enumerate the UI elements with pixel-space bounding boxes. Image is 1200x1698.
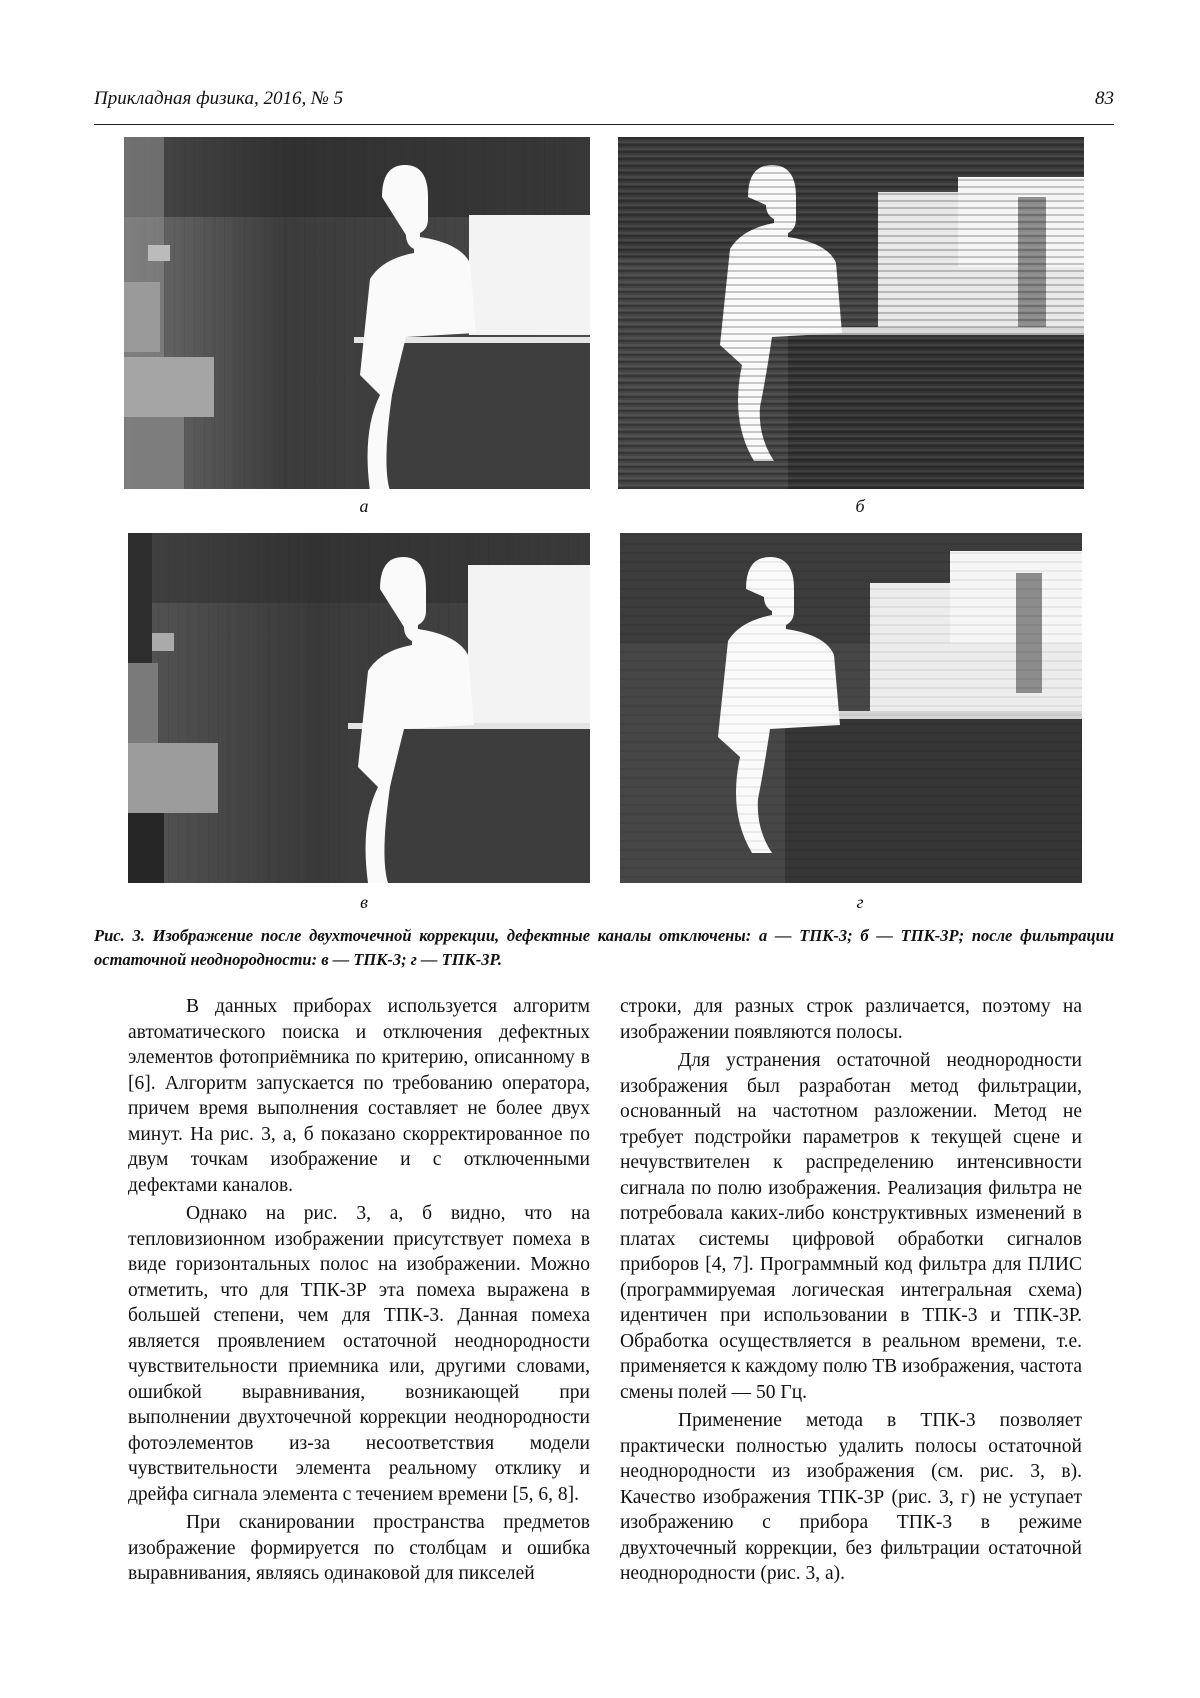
journal-title: Прикладная физика, 2016, № 5 [94,88,344,109]
thermal-image-v [128,533,590,883]
figure-label-b: б [855,496,865,516]
thermal-scene-b [618,137,1084,489]
paragraph: Однако на рис. 3, а, б видно, что на тепловизионном изображении присутствует помеха в виде горизонтальных полос на изображении. Можно отметить, что для ТПК-3Р эта помеха выражена в большей степени, чем для ТПК-3. Данная помеха является проявлением остаточной неоднородности чувствительности приемника или, другими словами, ошибкой выравнивания, возникающей при выполнении двухточечной коррекции неоднородности фотоэлементов из-за несоответствия модели чувствительности элемента реальному отклику и дрейфа сигнала элемента с течением времени [5, 6, 8]. [128,1203,590,1505]
thermal-image-g [620,533,1082,883]
paragraph: Применение метода в ТПК-3 позволяет практически полностью удалить полосы остаточной неоднородности из изображения (см. рис. 3, в). Качество изображения ТПК-3Р (рис. 3, г) не уступает изображению с прибора ТПК-3 в режиме двухточечный коррекции, без фильтрации остаточной неоднородности (рис. 3, а). [620,1410,1082,1584]
right-column [620,994,1082,1587]
thermal-image-b [618,137,1084,489]
page-number: 83 [1095,88,1114,109]
paragraph: Для устранения остаточной неоднородности изображения был разработан метод фильтрации, основанный на частотном разложении. Метод не требует подстройки параметров к текущей сцене и нечувствителен к распределению интенсивности сигнала по полю изображения. Реализация фильтра не потребовала каких-либо конструктивных изменений в платах системы цифровой обработки сигналов приборов [4, 7]. Программный код фильтра для ПЛИС (программируемая логическая интегральная схема) идентичен при использовании в ТПК-3 и ТПК-3Р. Обработка осуществляется в реальном времени, т.е. применяется к каждому полю ТВ изображения, частота смены полей — 50 Гц. [620,1050,1082,1403]
figure-label-g: г [856,892,864,912]
paragraph: В данных приборах используется алгоритм автоматического поиска и отключения дефектных элементов фотоприёмника по критерию, описанному в [6]. Алгоритм запускается по требованию оператора, причем время выполнения составляет не более двух минут. На рис. 3, а, б показано скорректированное по двум точкам изображение и с отключенными дефектами каналов. [128,996,590,1196]
thermal-scene-v [128,533,590,883]
running-header [94,88,1114,122]
left-column [128,994,590,1587]
header-rule [94,124,1114,125]
thermal-scene-g [620,533,1082,883]
thermal-scene-a [124,137,590,489]
thermal-image-a [124,137,590,489]
figure-label-a: а [359,496,369,516]
paragraph: строки, для разных строк различается, поэтому на изображении появляются полосы. [620,996,1082,1043]
figure-label-v: в [360,892,368,912]
paragraph: При сканировании пространства предметов изображение формируется по столбцам и ошибка выравнивания, являясь одинаковой для пикселей [128,1512,590,1584]
figure-caption: Рис. 3. Изображение после двухточечной коррекции, дефектные каналы отключены: а — ТПК-3; б — ТПК-3Р; после фильтрации остаточной неоднородности: в — ТПК-3; г — ТПК-3Р. [94,926,1114,969]
